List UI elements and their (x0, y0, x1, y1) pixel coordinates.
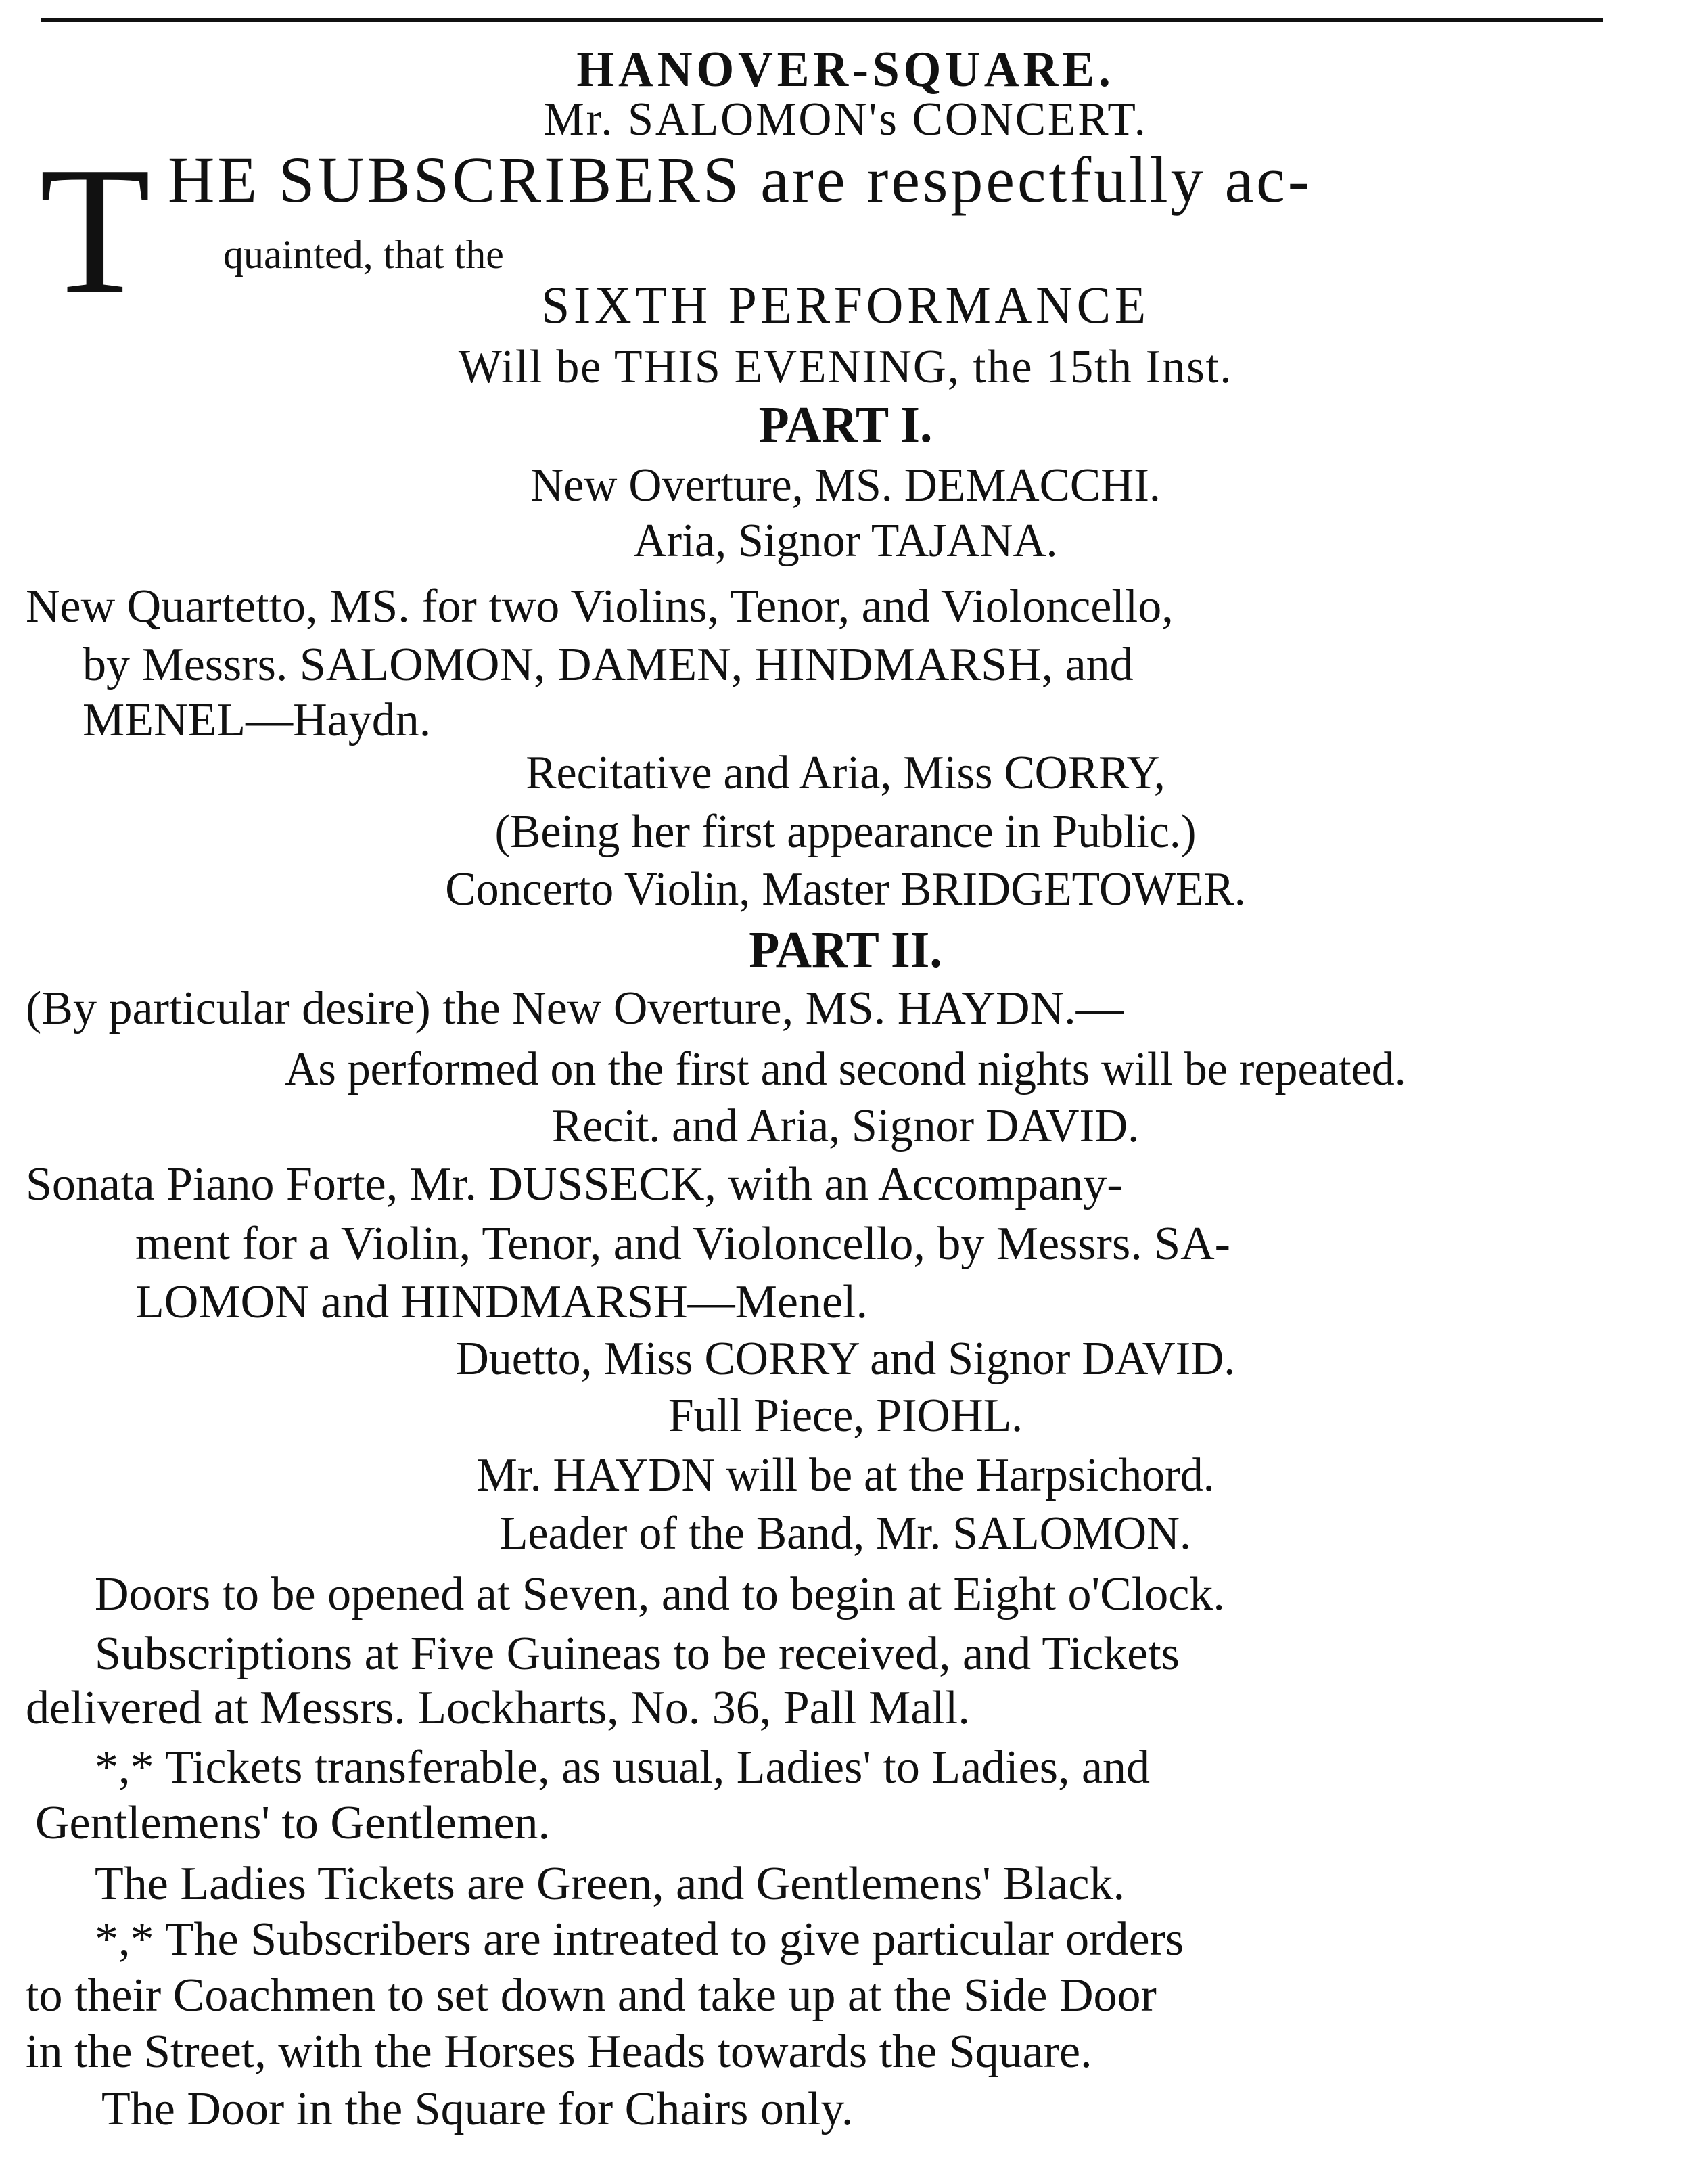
notice: Gentlemens' to Gentlemen. (35, 1797, 551, 1849)
notice: The Ladies Tickets are Green, and Gentlemens' Black. (95, 1858, 1125, 1910)
notice: delivered at Messrs. Lockharts, No. 36, Pall Mall. (26, 1682, 970, 1734)
part-1-item: Recitative and Aria, Miss CORRY, (526, 747, 1165, 799)
notice: to their Coachmen to set down and take up at the Side Door (26, 1970, 1157, 2022)
subheading: Mr. SALOMON's CONCERT. (543, 93, 1148, 145)
notice: *,* The Subscribers are intreated to give particular orders (95, 1913, 1184, 1965)
top-rule (41, 18, 1603, 22)
announcement-date: Will be THIS EVENING, the 15th Inst. (458, 341, 1233, 393)
intro-line-1: HE SUBSCRIBERS are respectfully ac- (168, 143, 1312, 216)
notice: The Door in the Square for Chairs only. (101, 2083, 854, 2135)
announcement-title: SIXTH PERFORMANCE (541, 275, 1150, 334)
part-1-item: MENEL—Haydn. (83, 694, 432, 746)
notice: *,* Tickets transferable, as usual, Ladies' to Ladies, and (95, 1742, 1151, 1794)
part-2-item: As performed on the first and second nights will be repeated. (285, 1043, 1406, 1095)
part-1-item: New Quartetto, MS. for two Violins, Tenor, and Violoncello, (26, 581, 1174, 633)
part-2-item: ment for a Violin, Tenor, and Violoncello, by Messrs. SA- (135, 1218, 1230, 1270)
part-1-title: PART I. (758, 396, 933, 453)
part-2-item: LOMON and HINDMARSH—Menel. (135, 1276, 868, 1328)
part-1-item: New Overture, MS. DEMACCHI. (530, 459, 1161, 511)
intro-line-2: quainted, that the (223, 232, 504, 277)
part-2-item: Duetto, Miss CORRY and Signor DAVID. (455, 1333, 1236, 1385)
part-1-item: by Messrs. SALOMON, DAMEN, HINDMARSH, and (83, 639, 1134, 691)
notice: Subscriptions at Five Guineas to be received, and Tickets (95, 1628, 1180, 1680)
part-2-item: (By particular desire) the New Overture, MS. HAYDN.— (26, 982, 1124, 1034)
notice: in the Street, with the Horses Heads towards the Square. (26, 2026, 1092, 2078)
notice: Doors to be opened at Seven, and to begin at Eight o'Clock. (95, 1568, 1225, 1620)
part-1-item: (Being her first appearance in Public.) (494, 806, 1197, 858)
heading: HANOVER-SQUARE. (576, 42, 1115, 97)
notice: Leader of the Band, Mr. SALOMON. (499, 1507, 1192, 1560)
notice: Mr. HAYDN will be at the Harpsichord. (476, 1449, 1215, 1501)
part-1-item: Concerto Violin, Master BRIDGETOWER. (445, 863, 1246, 915)
part-2-item: Recit. and Aria, Signor DAVID. (551, 1100, 1140, 1152)
part-2-item: Sonata Piano Forte, Mr. DUSSECK, with an Accompany- (26, 1158, 1123, 1210)
part-1-item: Aria, Signor TAJANA. (633, 515, 1058, 567)
part-2-item: Full Piece, PIOHL. (668, 1390, 1023, 1442)
part-2-title: PART II. (749, 922, 942, 978)
drop-cap: T (39, 129, 151, 332)
